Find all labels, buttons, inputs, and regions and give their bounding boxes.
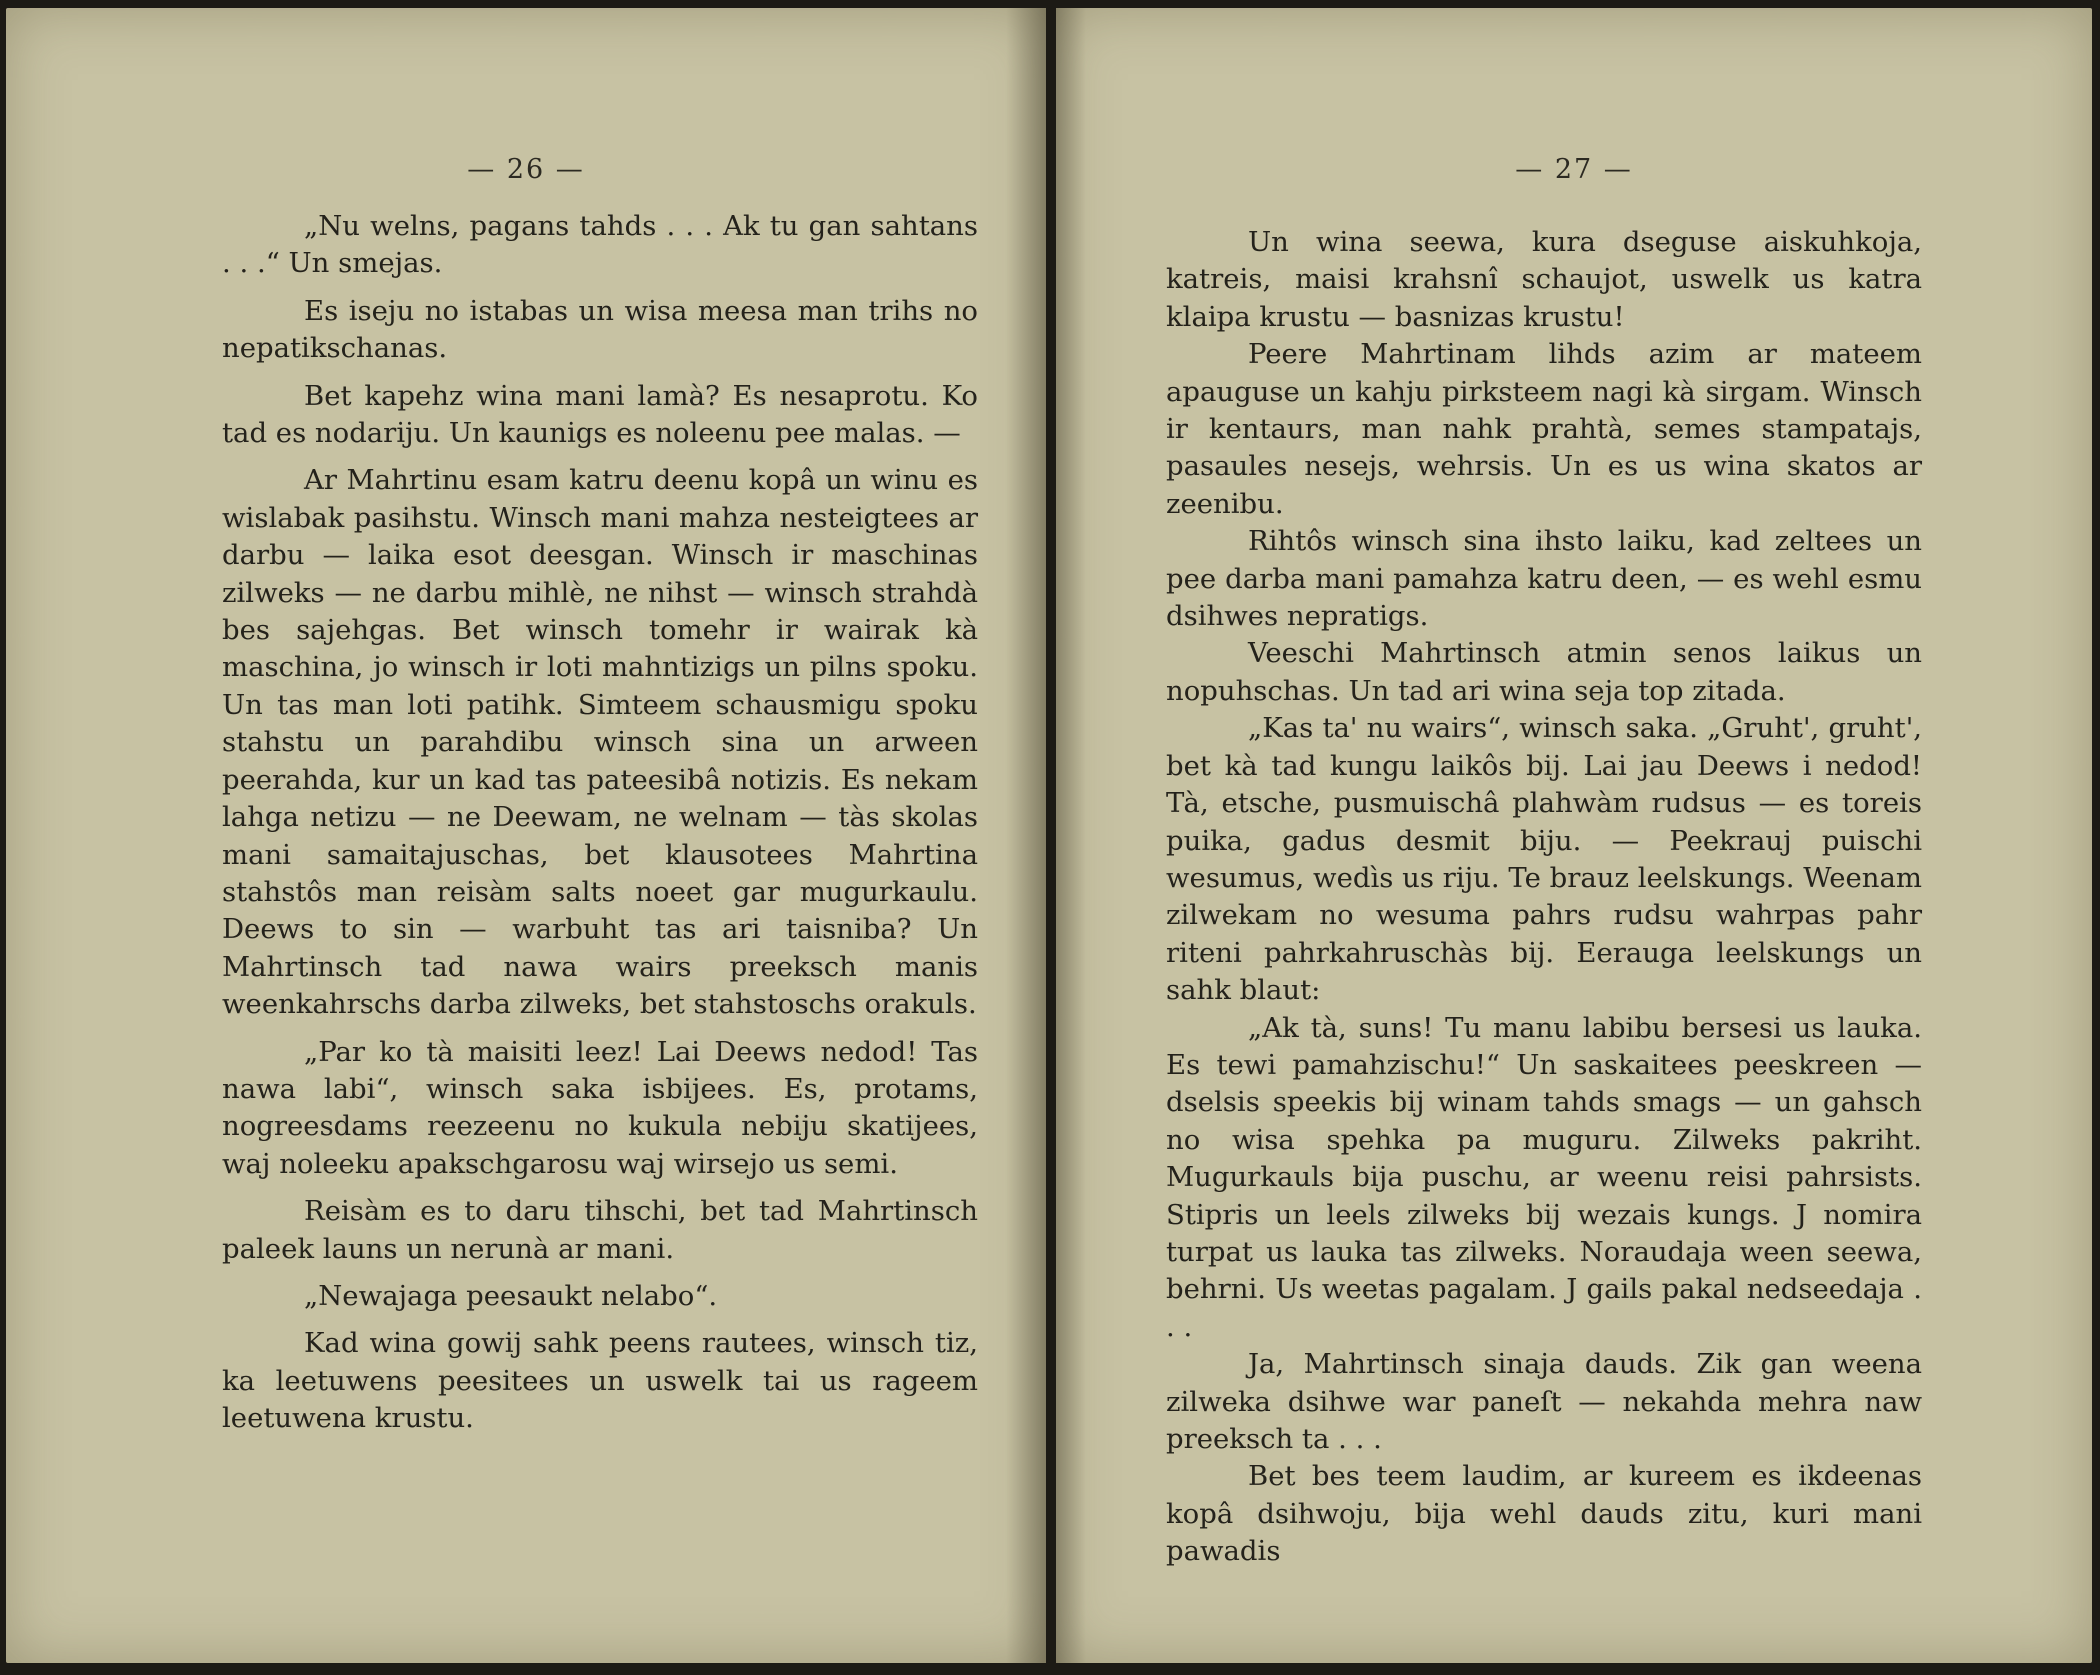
- paragraph: Kad wina gowij sahk peens rautees, winsch tiz, ka leetuwens peesitees un uswelk tai us rageem leetuwena krustu.: [222, 1327, 978, 1435]
- paragraph: Ar Mahrtinu esam katru deenu kopâ un winu es wislabak pasihstu. Winsch mani mahza nesteigtees ar darbu — laika esot deesgan. Winsch ir maschinas zilweks — ne darbu mihlè, ne nihst — winsch strahdà bes sajehgas. Bet winsch tomehr ir wairak kà maschina, jo winsch ir loti mahntizigs un pilns spoku. Un tas man loti patihk. Simteem schausmigu spoku stahstu un parahdibu winsch sina un arween peerahda, kur un kad tas pateesibâ notizis. Es nekam lahga netizu — ne Deewam, ne welnam — tàs skolas mani samaitajuschas, bet klausotees Mahrtina stahstôs man reisàm salts noeet gar mugurkaulu. Deews to sin — warbuht tas ari taisniba? Un Mahrtinsch tad nawa wairs preeksch manis weenkahrschs darba zilweks, bet stahstoschs orakuls.: [222, 464, 978, 1021]
- page-number-right: — 27 —: [1515, 154, 1633, 185]
- page-number-left: — 26 —: [467, 154, 585, 185]
- paragraph: „Ak tà, suns! Tu manu labibu bersesi us lauka. Es tewi pamahzischu!“ Un saskaitees peeskreen — dselsis speekis bij winam tahds smags — un gahsch no wisa spehka pa muguru. Zilweks pakriht. Mugurkauls bija puschu, ar weenu reisi pahrsists. Stipris un leels zilweks bij wezais kungs. J nomira turpat us lauka tas zilweks. Noraudaja ween seewa, behrni. Us weetas pagalam. J gails pakal nedseedaja . . .: [1166, 1011, 1922, 1343]
- paragraph: Veeschi Mahrtinsch atmin senos laikus un nopuhschas. Un tad ari wina seja top zitada.: [1166, 637, 1922, 707]
- left-page: [6, 8, 1046, 1663]
- paragraph: Es iseju no istabas un wisa meesa man trihs no nepatikschanas.: [222, 294, 978, 365]
- paragraph: Bet kapehz wina mani lamà? Es nesaprotu. Ko tad es nodariju. Un kaunigs es noleenu pee malas. —: [222, 379, 978, 450]
- paragraph: Bet bes teem laudim, ar kureem es ikdeenas kopâ dsihwoju, bija wehl dauds zitu, kuri mani pawadis: [1166, 1460, 1922, 1568]
- paragraph: Reisàm es to daru tihschi, bet tad Mahrtinsch paleek launs un nerunà ar mani.: [222, 1195, 978, 1265]
- paragraph: „Newajaga peesaukt nelabo“.: [304, 1279, 718, 1312]
- left-page-text: [222, 208, 978, 1448]
- right-page: [1056, 8, 2092, 1663]
- paragraph: „Nu welns, pagans tahds . . . Ak tu gan sahtans . . .“ Un smejas.: [222, 210, 978, 280]
- paragraph: Peere Mahrtinam lihds azim ar mateem apauguse un kahju pirksteem nagi kà sirgam. Winsch ir kentaurs, man nahk prahtà, semes stampatajs, pasaules nesejs, wehrsis. Un es us wina skatos ar zeenibu.: [1166, 338, 1922, 520]
- paragraph: Rihtôs winsch sina ihsto laiku, kad zeltees un pee darba mani pamahza katru deen, — es wehl esmu dsihwes nepratigs.: [1166, 525, 1922, 633]
- paragraph: Un wina seewa, kura dseguse aiskuhkoja, katreis, maisi krahsnî schaujot, uswelk us katra klaipa krustu — basnizas krustu!: [1166, 226, 1922, 333]
- paragraph: „Kas ta' nu wairs“, winsch saka. „Gruht', gruht', bet kà tad kungu laikôs bij. Lai jau Deews i nedod! Tà, etsche, pusmuischâ plahwàm rudsus — es toreis puika, gadus desmit biju. — Peekrauj puischi wesumus, wedìs us riju. Te brauz leelskungs. Weenam zilwekam no wesuma pahrs rudsu wahrpas pahr riteni pahrkahruschàs bij. Eerauga leelskungs un sahk blaut:: [1166, 712, 1922, 1007]
- paragraph: „Par ko tà maisiti leez! Lai Deews nedod! Tas nawa labi“, winsch saka isbijees. Es, protams, nogreesdams reezeenu no kukula nebiju skatijees, waj noleeku apakschgarosu waj wirsejo us semi.: [222, 1035, 978, 1180]
- right-page-text: [1166, 224, 1922, 1571]
- paragraph: Ja, Mahrtinsch sinaja dauds. Zik gan weena zilweka dsihwe war paneſt — nekahda mehra naw preeksch ta . . .: [1166, 1348, 1922, 1455]
